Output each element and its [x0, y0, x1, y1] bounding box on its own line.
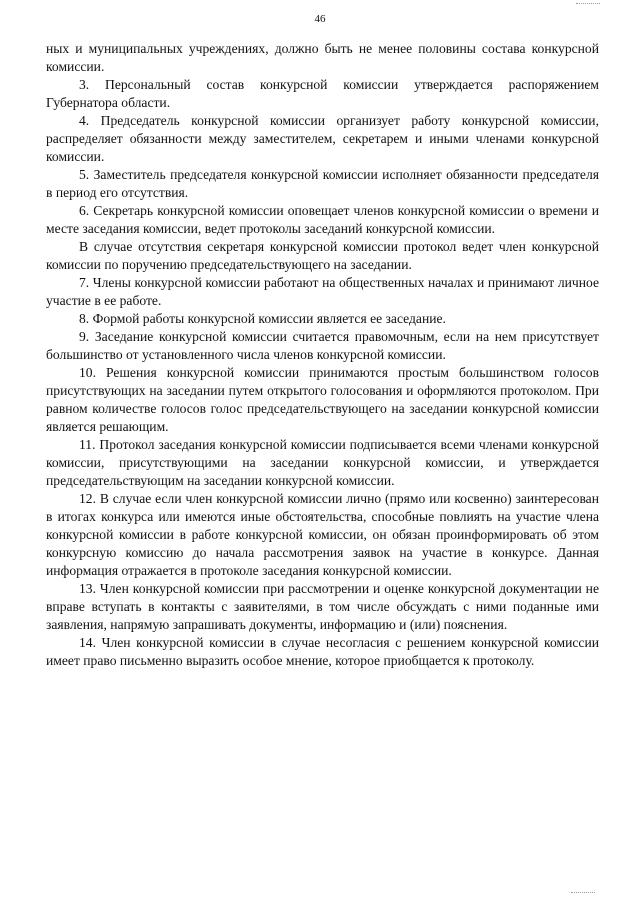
paragraph-continuation: ных и муниципальных учреждениях, должно быть не менее половины состава конкурсной комиссии. [46, 41, 599, 74]
paragraph-4: 4. Председатель конкурсной комиссии организует работу конкурсной комиссии, распределяет обязанности между заместителем, секретарем и иными членами конкурсной комиссии. [46, 113, 599, 164]
paragraph-3: 3. Персональный состав конкурсной комиссии утверждается распоряжением Губернатора области. [46, 77, 599, 110]
document-body [46, 40, 599, 670]
scan-mark-top [576, 3, 600, 6]
paragraph-14: 14. Член конкурсной комиссии в случае несогласия с решением конкурсной комиссии имеет право письменно выразить особое мнение, которое приобщается к протоколу. [46, 635, 599, 668]
paragraph-10: 10. Решения конкурсной комиссии принимаются простым большинством голосов присутствующих на заседании путем открытого голосования и оформляются протоколом. При равном количестве голосов голос председательствующего на заседании конкурсной комиссии является решающим. [46, 365, 599, 434]
paragraph-11: 11. Протокол заседания конкурсной комиссии подписывается всеми членами конкурсной комиссии, присутствующими на заседании конкурсной комиссии, и утверждается председательствующим на заседании конкурсной комиссии. [46, 437, 599, 488]
paragraph-6-secretary-absence: В случае отсутствия секретаря конкурсной комиссии протокол ведет член конкурсной комиссии по поручению председательствующего на заседании. [46, 239, 599, 272]
paragraph-9: 9. Заседание конкурсной комиссии считается правомочным, если на нем присутствует большинство от установленного числа членов конкурсной комиссии. [46, 329, 599, 362]
page-number: 46 [314, 13, 326, 25]
paragraph-7: 7. Члены конкурсной комиссии работают на общественных началах и принимают личное участие в ее работе. [46, 275, 599, 308]
paragraph-8: 8. Формой работы конкурсной комиссии является ее заседание. [79, 311, 446, 326]
paragraph-13: 13. Член конкурсной комиссии при рассмотрении и оценке конкурсной документации не вправе вступать в контакты с заявителями, в том числе обсуждать с ними поданные ими заявления, напрямую запрашивать документы, информацию и (или) пояснения. [46, 581, 599, 632]
paragraph-6: 6. Секретарь конкурсной комиссии оповещает членов конкурсной комиссии о времени и месте заседания комиссии, ведет протоколы заседаний конкурсной комиссии. [46, 203, 599, 236]
paragraph-5: 5. Заместитель председателя конкурсной комиссии исполняет обязанности председателя в период его отсутствия. [46, 167, 599, 200]
scan-mark-bottom [571, 892, 595, 895]
paragraph-12: 12. В случае если член конкурсной комиссии лично (прямо или косвенно) заинтересован в итогах конкурса или имеются иные обстоятельства, способные повлиять на участие члена конкурсной комиссии в работе конкурсной комиссии, он обязан проинформировать об этом конкурсную комиссию до начала рассмотрения заявок на участие в конкурсе. Данная информация отражается в протоколе заседания конкурсной комиссии. [46, 491, 599, 578]
